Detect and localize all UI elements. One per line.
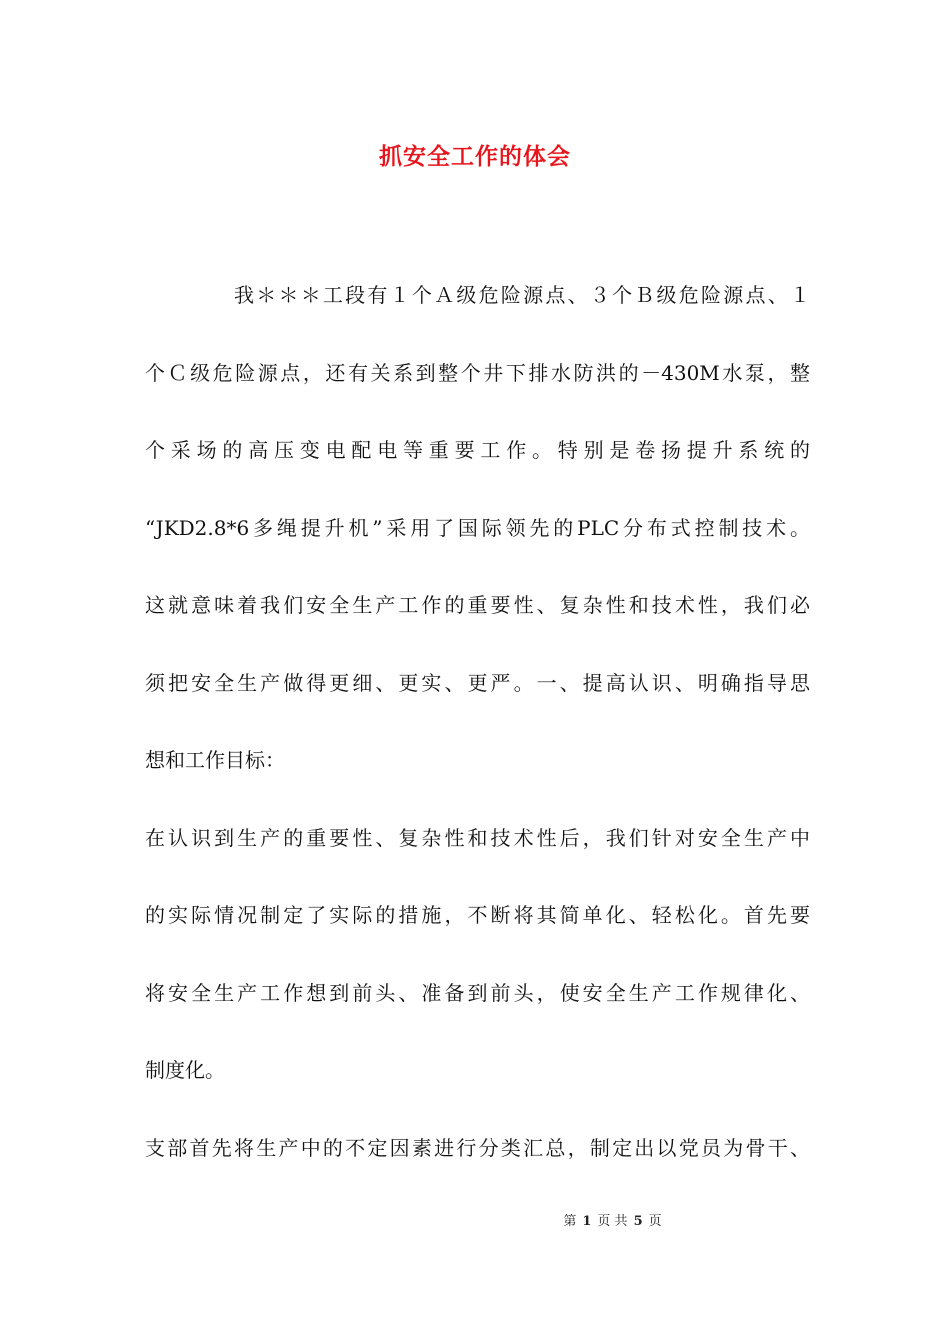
body-line: 个采场的高压变电配电等重要工作。特别是卷扬提升系统的	[145, 438, 810, 462]
footer-middle: 页 共	[597, 1214, 628, 1229]
document-body	[145, 278, 810, 1208]
body-line: 支部首先将生产中的不定因素进行分类汇总，制定出以党员为骨干、	[145, 1135, 810, 1160]
body-line: 这就意味着我们安全生产工作的重要性、复杂性和技术性，我们必	[145, 593, 810, 617]
body-line: 将安全生产工作想到前头、准备到前头，使安全生产工作规律化、	[145, 980, 810, 1005]
body-line: 我＊＊＊工段有１个Ａ级危险源点、３个Ｂ级危险源点、１	[145, 283, 810, 307]
body-line: 须把安全生产做得更细、更实、更严。一、提高认识、明确指导思	[145, 670, 810, 695]
body-line: 的实际情况制定了实际的措施，不断将其简单化、轻松化。首先要	[145, 903, 810, 927]
footer-total-pages: 5	[633, 1214, 643, 1229]
page-footer	[0, 1210, 950, 1229]
body-line: 在认识到生产的重要性、复杂性和技术性后，我们针对安全生产中	[145, 825, 810, 850]
body-line: “JKD2.8*6多绳提升机”采用了国际领先的PLC分布式控制技术。	[145, 515, 810, 540]
body-line: 个Ｃ级危险源点，还有关系到整个井下排水防洪的－430M水泵，整	[145, 360, 810, 385]
footer-suffix: 页	[648, 1214, 662, 1229]
body-line: 制度化。	[145, 1058, 225, 1082]
document-title: 抓安全工作的体会	[379, 143, 571, 170]
body-line: 想和工作目标：	[145, 748, 285, 772]
footer-prefix: 第	[563, 1214, 577, 1229]
footer-page-number: 1	[582, 1214, 592, 1229]
